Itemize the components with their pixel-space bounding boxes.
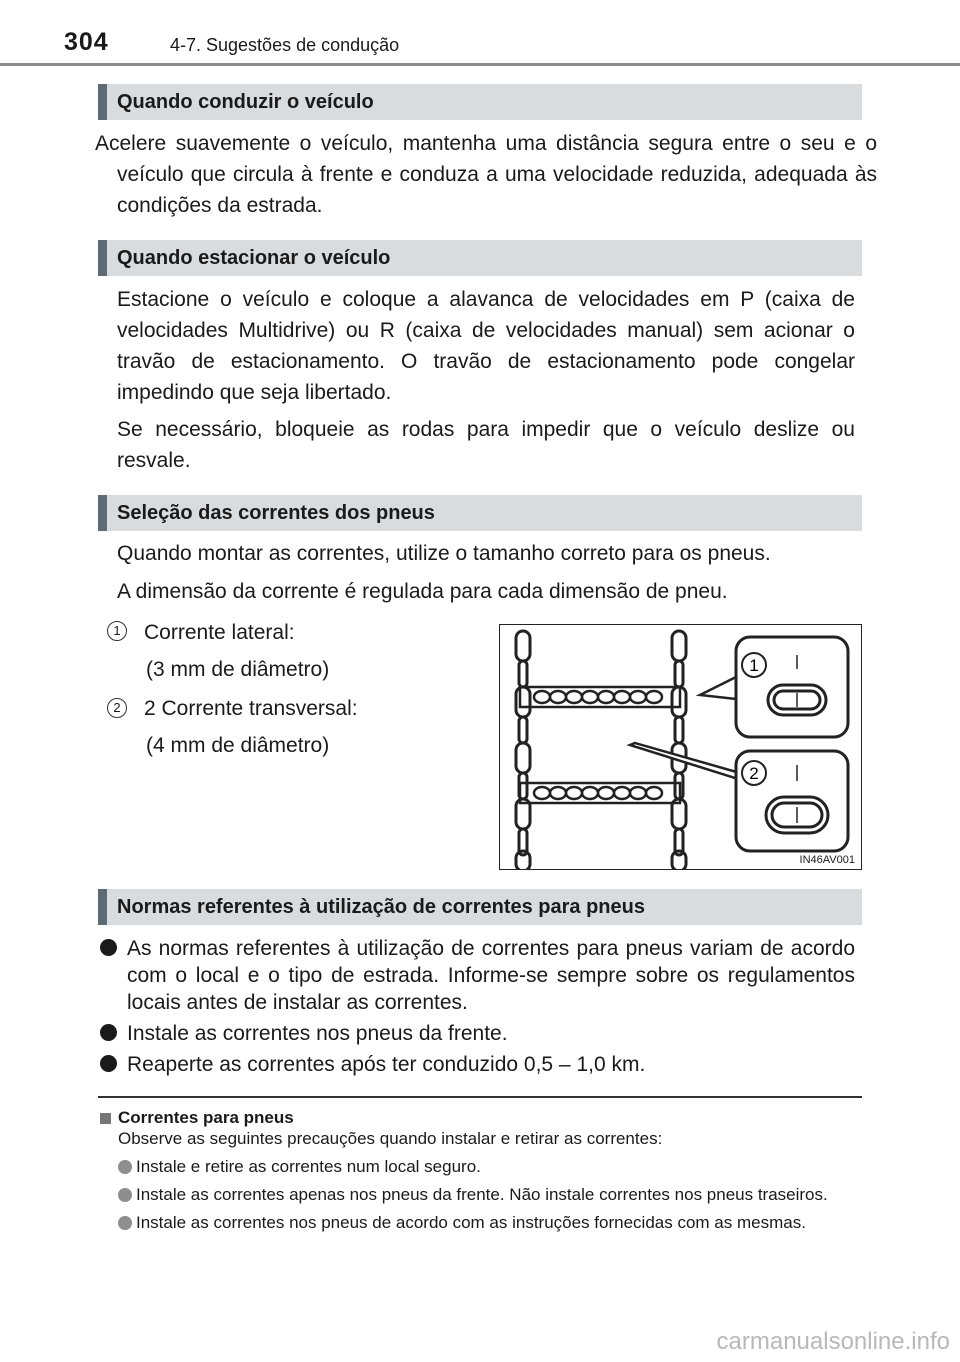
bullet-dot-icon bbox=[100, 939, 117, 956]
notes-section bbox=[98, 1108, 862, 1241]
rules-bullet-3-text: Reaperte as correntes após ter conduzido 0,5 – 1,0 km. bbox=[127, 1053, 646, 1076]
page-number: 304 bbox=[64, 28, 109, 56]
heading-driving-label: Quando conduzir o veículo bbox=[117, 91, 374, 113]
notes-item-2 bbox=[98, 1185, 862, 1205]
notes-item-3 bbox=[98, 1213, 862, 1233]
notes-item-1 bbox=[98, 1157, 862, 1177]
bullet-dot-icon bbox=[100, 1055, 117, 1072]
section-title: 4-7. Sugestões de condução bbox=[170, 35, 400, 55]
heading-parking bbox=[98, 240, 862, 276]
square-bullet-icon bbox=[100, 1113, 111, 1124]
heading-chains bbox=[98, 495, 862, 531]
rules-bullet-list bbox=[100, 935, 855, 1082]
notes-divider bbox=[98, 1096, 862, 1098]
tire-chain-figure bbox=[499, 624, 862, 870]
heading-rules-label: Normas referentes à utilização de correntes para pneus bbox=[117, 896, 645, 918]
driving-paragraph: Acelere suavemente o veículo, mantenha uma distância segura entre o seu e o veículo que circula à frente e conduza a uma velocidade reduzida, adequada às condições da estrada. bbox=[95, 132, 877, 217]
chains-paragraph-1: Quando montar as correntes, utilize o tamanho correto para os pneus. bbox=[117, 542, 771, 565]
header-rule bbox=[0, 63, 960, 66]
rules-bullet-1-text: As normas referentes à utilização de correntes para pneus variam de acordo com o local e o tipo de estrada. Informe-se sempre sobre os regulamentos locais antes de instalar as correntes. bbox=[127, 937, 855, 1014]
parking-paragraph-2: Se necessário, bloqueie as rodas para impedir que o veículo deslize ou resvale. bbox=[117, 418, 855, 472]
bullet-dot-icon bbox=[118, 1188, 132, 1202]
item-1-label: Corrente lateral: bbox=[144, 621, 295, 644]
item-1-detail: (3 mm de diâmetro) bbox=[146, 658, 330, 681]
item-2-detail: (4 mm de diâmetro) bbox=[146, 734, 330, 757]
heading-chains-label: Seleção das correntes dos pneus bbox=[117, 502, 435, 524]
item-2-label: 2 Corrente transversal: bbox=[144, 697, 358, 720]
bullet-dot-icon bbox=[118, 1160, 132, 1174]
figure-callout-2: 2 bbox=[749, 764, 759, 783]
notes-item-1-text: Instale e retire as correntes num local seguro. bbox=[136, 1157, 481, 1176]
notes-title bbox=[98, 1108, 862, 1128]
rules-bullet-2 bbox=[100, 1020, 855, 1047]
notes-title-text: Correntes para pneus bbox=[118, 1108, 294, 1127]
chains-paragraph-2: A dimensão da corrente é regulada para cada dimensão de pneu. bbox=[117, 580, 728, 603]
watermark: carmanualsonline.info bbox=[716, 1328, 950, 1355]
heading-parking-label: Quando estacionar o veículo bbox=[117, 247, 391, 269]
notes-item-3-text: Instale as correntes nos pneus de acordo com as instruções fornecidas com as mesmas. bbox=[136, 1213, 806, 1232]
parking-paragraph-1: Estacione o veículo e coloque a alavanca de velocidades em P (caixa de velocidades Multidrive) ou R (caixa de velocidades manual) sem acionar o travão de estacionamento. O travão de estacionamento pode congelar impedindo que seja libertado. bbox=[117, 288, 855, 404]
rules-bullet-2-text: Instale as correntes nos pneus da frente. bbox=[127, 1022, 508, 1045]
item-number-1: 1 bbox=[107, 621, 127, 641]
item-number-2: 2 bbox=[107, 698, 127, 718]
page-header bbox=[0, 0, 960, 66]
notes-intro: Observe as seguintes precauções quando instalar e retirar as correntes: bbox=[118, 1129, 663, 1148]
heading-driving bbox=[98, 84, 862, 120]
bullet-dot-icon bbox=[100, 1024, 117, 1041]
figure-callout-1: 1 bbox=[749, 656, 759, 675]
notes-item-2-text: Instale as correntes apenas nos pneus da frente. Não instale correntes nos pneus traseiros. bbox=[136, 1185, 828, 1204]
rules-bullet-3 bbox=[100, 1051, 855, 1078]
heading-rules bbox=[98, 889, 862, 925]
bullet-dot-icon bbox=[118, 1216, 132, 1230]
figure-code: IN46AV001 bbox=[799, 854, 855, 866]
tire-chain-illustration bbox=[500, 625, 862, 870]
rules-bullet-1 bbox=[100, 935, 855, 1016]
